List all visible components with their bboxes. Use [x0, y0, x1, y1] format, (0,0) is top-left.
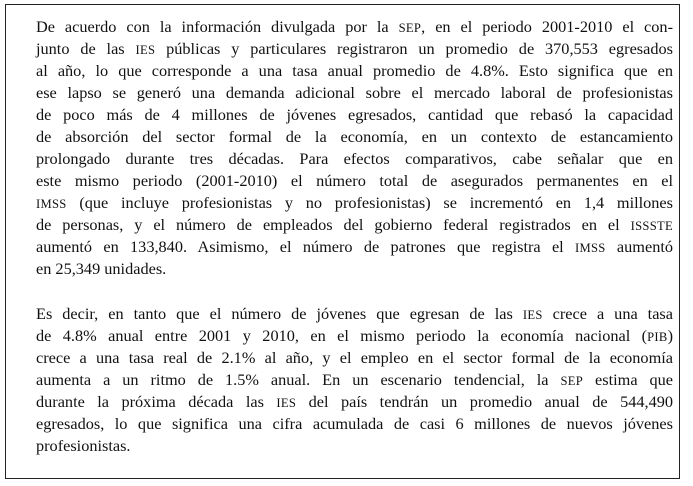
text-run: en 25,349 unidades.: [36, 259, 167, 278]
text-run: durante la próxima década las: [36, 392, 277, 411]
text-line: [36, 369, 673, 391]
text-line: [36, 126, 673, 148]
text-line: [36, 82, 673, 104]
text-line: [36, 258, 673, 280]
paragraph-gap: [36, 280, 673, 303]
acronym: PIB: [647, 330, 668, 344]
text-run: ): [667, 326, 673, 345]
text-box-frame: [5, 4, 680, 479]
text-run: este mismo periodo (2001-2010) el número total de asegurados permanentes en el: [36, 171, 673, 190]
text-run: crece a una tasa real de 2.1% al año, y el empleo en el sector formal de la economía: [36, 348, 673, 367]
text-run: aumentó en 133,840. Asimismo, el número de patrones que registra el: [36, 237, 576, 256]
acronym: IMSS: [36, 197, 67, 211]
text-line: [36, 435, 673, 457]
text-run: de 4.8% anual entre 2001 y 2010, en el mismo periodo la economía nacional (: [36, 326, 648, 345]
text-run: ese lapso se generó una demanda adicional sobre el mercado laboral de profesionistas: [36, 83, 673, 102]
paragraph: [36, 16, 673, 280]
text-line: [36, 303, 673, 325]
text-run: de absorción del sector formal de la economía, en un contexto de estancamiento: [36, 127, 673, 146]
text-run: crece a una tasa: [542, 304, 673, 323]
text-run: prolongado durante tres décadas. Para efectos comparativos, cabe señalar que en: [36, 149, 673, 168]
text-line: [36, 214, 673, 236]
text-line: [36, 16, 673, 38]
text-run: aumentó: [605, 237, 673, 256]
text-line: [36, 148, 673, 170]
text-run: (que incluye profesionistas y no profesionistas) se incrementó en 1,4 millones: [66, 193, 673, 212]
acronym: SEP: [398, 21, 422, 35]
acronym: IES: [135, 43, 156, 57]
text-line: [36, 104, 673, 126]
text-line: [36, 347, 673, 369]
text-line: [36, 391, 673, 413]
text-run: , en el periodo 2001-2010 el con-: [421, 17, 673, 36]
text-run: egresados, lo que significa una cifra acumulada de casi 6 millones de nuevos jóvenes: [36, 414, 673, 433]
text-line: [36, 192, 673, 214]
text-run: De acuerdo con la información divulgada por la: [36, 17, 399, 36]
text-run: Es decir, en tanto que el número de jóvenes que egresan de las: [36, 304, 523, 323]
acronym: SEP: [560, 374, 584, 388]
text-run: públicas y particulares registraron un promedio de 370,553 egresados: [155, 39, 673, 58]
text-line: [36, 170, 673, 192]
text-run: estima que: [583, 370, 673, 389]
acronym: IES: [276, 396, 297, 410]
text-line: [36, 60, 673, 82]
acronym: ISSSTE: [630, 219, 673, 233]
text-run: de personas, y el número de empleados del gobierno federal registrados en el: [36, 215, 631, 234]
text-run: aumenta a un ritmo de 1.5% anual. En un escenario tendencial, la: [36, 370, 561, 389]
text-line: [36, 236, 673, 258]
text-run: profesionistas.: [36, 436, 131, 455]
text-line: [36, 325, 673, 347]
text-line: [36, 38, 673, 60]
acronym: IES: [522, 308, 543, 322]
text-run: al año, lo que corresponde a una tasa anual promedio de 4.8%. Esto significa que en: [36, 61, 673, 80]
text-box-content: [36, 16, 673, 457]
acronym: IMSS: [575, 241, 606, 255]
text-line: [36, 413, 673, 435]
text-run: junto de las: [36, 39, 136, 58]
text-run: del país tendrán un promedio anual de 544,490: [296, 392, 674, 411]
paragraph: [36, 303, 673, 457]
text-run: de poco más de 4 millones de jóvenes egresados, cantidad que rebasó la capacidad: [36, 105, 673, 124]
